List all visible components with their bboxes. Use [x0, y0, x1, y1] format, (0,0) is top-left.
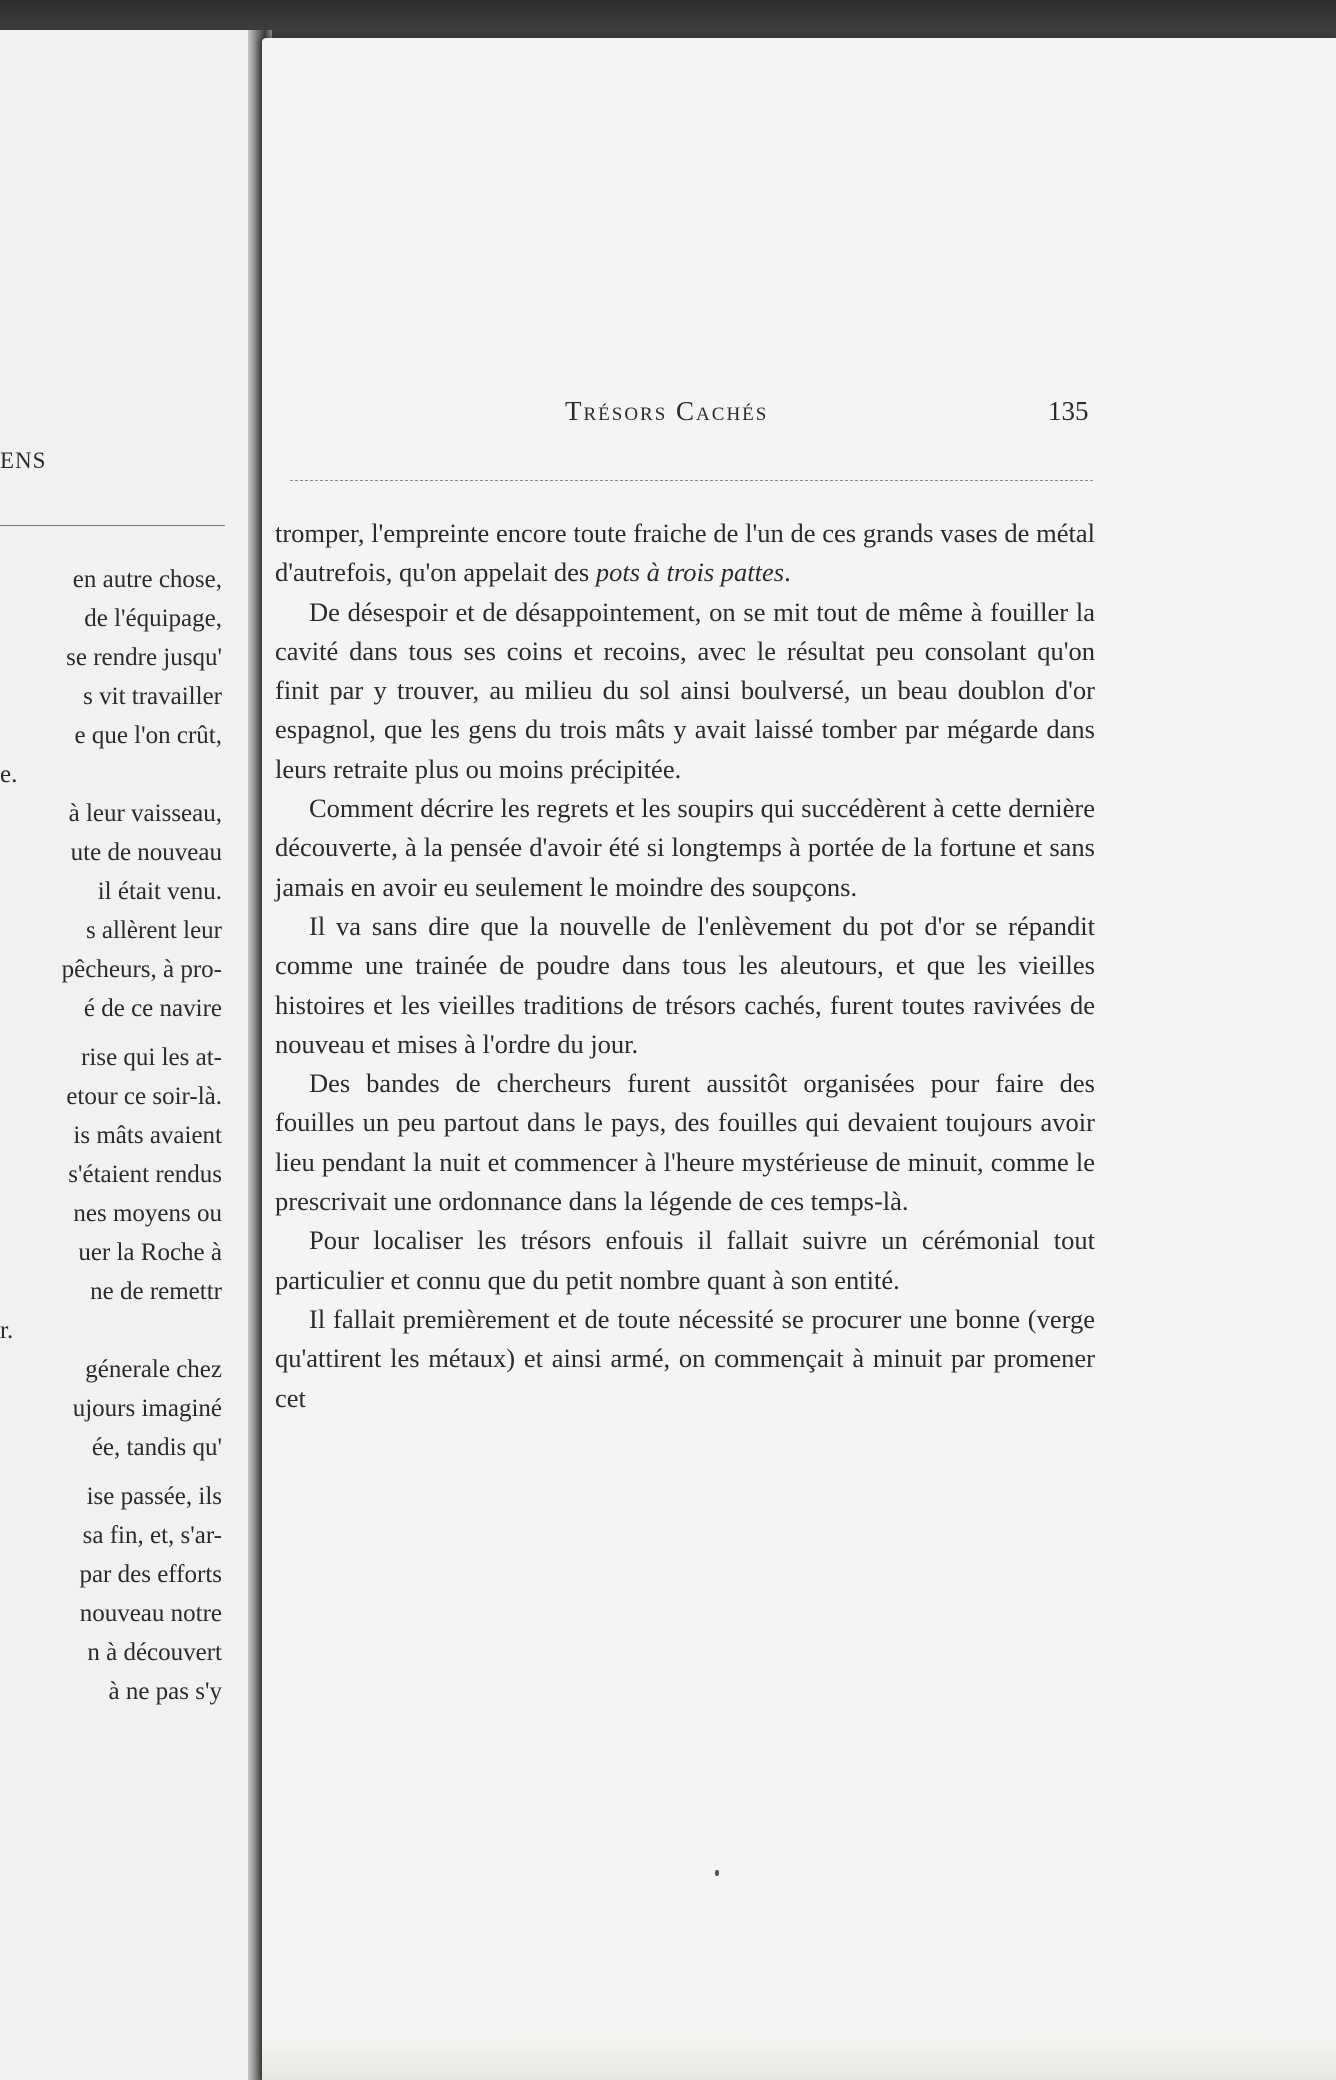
- left-page-line: rise qui les at-: [81, 1044, 222, 1071]
- paragraph: De désespoir et de désappointement, on se mit tout de même à fouiller la cavité dans tous ses coins et recoins, avec le résultat peu consolant qu'on finit par y trouver, au milieu du sol ainsi boulversé, un beau doublon d'or espagnol, que les gens du trois mâts y avait laissé tomber par mégarde dans leurs retraite plus ou moins précipitée.: [275, 596, 1095, 784]
- left-page-line: é de ce navire: [83, 995, 222, 1022]
- paragraph: Il va sans dire que la nouvelle de l'enlèvement du pot d'or se répandit comme une trainée de poudre dans tous les aleutours, et que les vieilles histoires et les vieilles traditions de trésors cachés, furent toutes ravivées de nouveau et mises à l'ordre du jour.: [275, 910, 1095, 1059]
- paragraph: Il fallait premièrement et de toute nécessité se procurer une bonne (verge qu'attirent les métaux) et ainsi armé, on commençait à minuit par promener cet: [275, 1303, 1095, 1413]
- left-page-line: à leur vaisseau,: [68, 800, 222, 827]
- left-page-line: r.: [0, 1317, 14, 1344]
- left-page-line: [0, 1028, 222, 1038]
- left-page-line: il était venu.: [97, 878, 222, 905]
- running-title: Trésors Cachés: [565, 396, 769, 426]
- page-bottom: [262, 2036, 1336, 2080]
- page-number: 135: [1048, 396, 1089, 426]
- left-page-line: sa fin, et, s'ar-: [82, 1522, 222, 1549]
- left-page-line: ujours imaginé: [72, 1395, 222, 1422]
- left-page-line: e.: [0, 761, 18, 788]
- left-page-line: ise passée, ils: [86, 1483, 222, 1510]
- left-page-line: nes moyens ou: [73, 1200, 222, 1227]
- header-rule: [290, 480, 1093, 481]
- left-page-line: par des efforts: [79, 1561, 222, 1588]
- left-page-line: s'étaient rendus: [68, 1161, 222, 1188]
- left-page-line: se rendre jusqu': [66, 644, 222, 671]
- left-page-line: is mâts avaient: [73, 1122, 222, 1149]
- left-page-line: s vit travailler: [83, 683, 222, 710]
- left-page-line: génerale chez: [85, 1356, 222, 1383]
- italic-term: pots à trois pattes: [595, 557, 785, 588]
- paragraph-text: .: [784, 557, 791, 588]
- left-page-line: ée, tandis qu': [91, 1434, 222, 1461]
- left-page-line: n à découvert: [87, 1639, 222, 1666]
- paragraph: [275, 514, 1095, 593]
- paragraph: Pour localiser les trésors enfouis il fallait suivre un cérémonial tout particulier et connu que du petit nombre quant à son entité.: [275, 1225, 1095, 1295]
- left-page: [0, 30, 262, 2080]
- left-page-line: nouveau notre: [79, 1600, 222, 1627]
- left-page-line: à ne pas s'y: [108, 1678, 222, 1705]
- left-page-line: de l'équipage,: [84, 605, 222, 632]
- left-page-line: [0, 1467, 222, 1477]
- left-page-line: s allèrent leur: [85, 917, 222, 944]
- left-page-line: etour ce soir-là.: [66, 1083, 222, 1110]
- left-page-line: pêcheurs, à pro-: [61, 956, 222, 983]
- left-page-line: ute de nouveau: [70, 839, 222, 866]
- left-page-line: en autre chose,: [72, 566, 222, 593]
- paragraph: Comment décrire les regrets et les soupirs qui succédèrent à cette dernière découverte, à la pensée d'avoir été si longtemps à portée de la fortune et sans jamais en avoir eu seulement le moindre des soupçons.: [275, 793, 1095, 902]
- left-page-line: uer la Roche à: [78, 1239, 222, 1266]
- left-running-head: ENS: [0, 448, 47, 473]
- left-page-text: [0, 560, 222, 1711]
- left-page-line: e que l'on crût,: [74, 722, 222, 749]
- paragraph: Des bandes de chercheurs furent aussitôt organisées pour faire des fouilles un peu partout dans le pays, des fouilles qui devaient toujours avoir lieu pendant la nuit et commencer à l'heure mystérieuse de minuit, comme le prescrivait une ordonnance dans la légende de ces temps-là.: [275, 1068, 1095, 1217]
- paper-speck: [715, 1870, 719, 1876]
- left-page-line: ne de remettr: [90, 1278, 222, 1305]
- paragraph-text: tromper, l'empreinte encore toute fraiche de l'un de ces grands vases de métal d'autrefois, qu'on appelait des: [275, 518, 1095, 588]
- left-head-rule: [0, 525, 225, 526]
- page-body: [275, 514, 1095, 1418]
